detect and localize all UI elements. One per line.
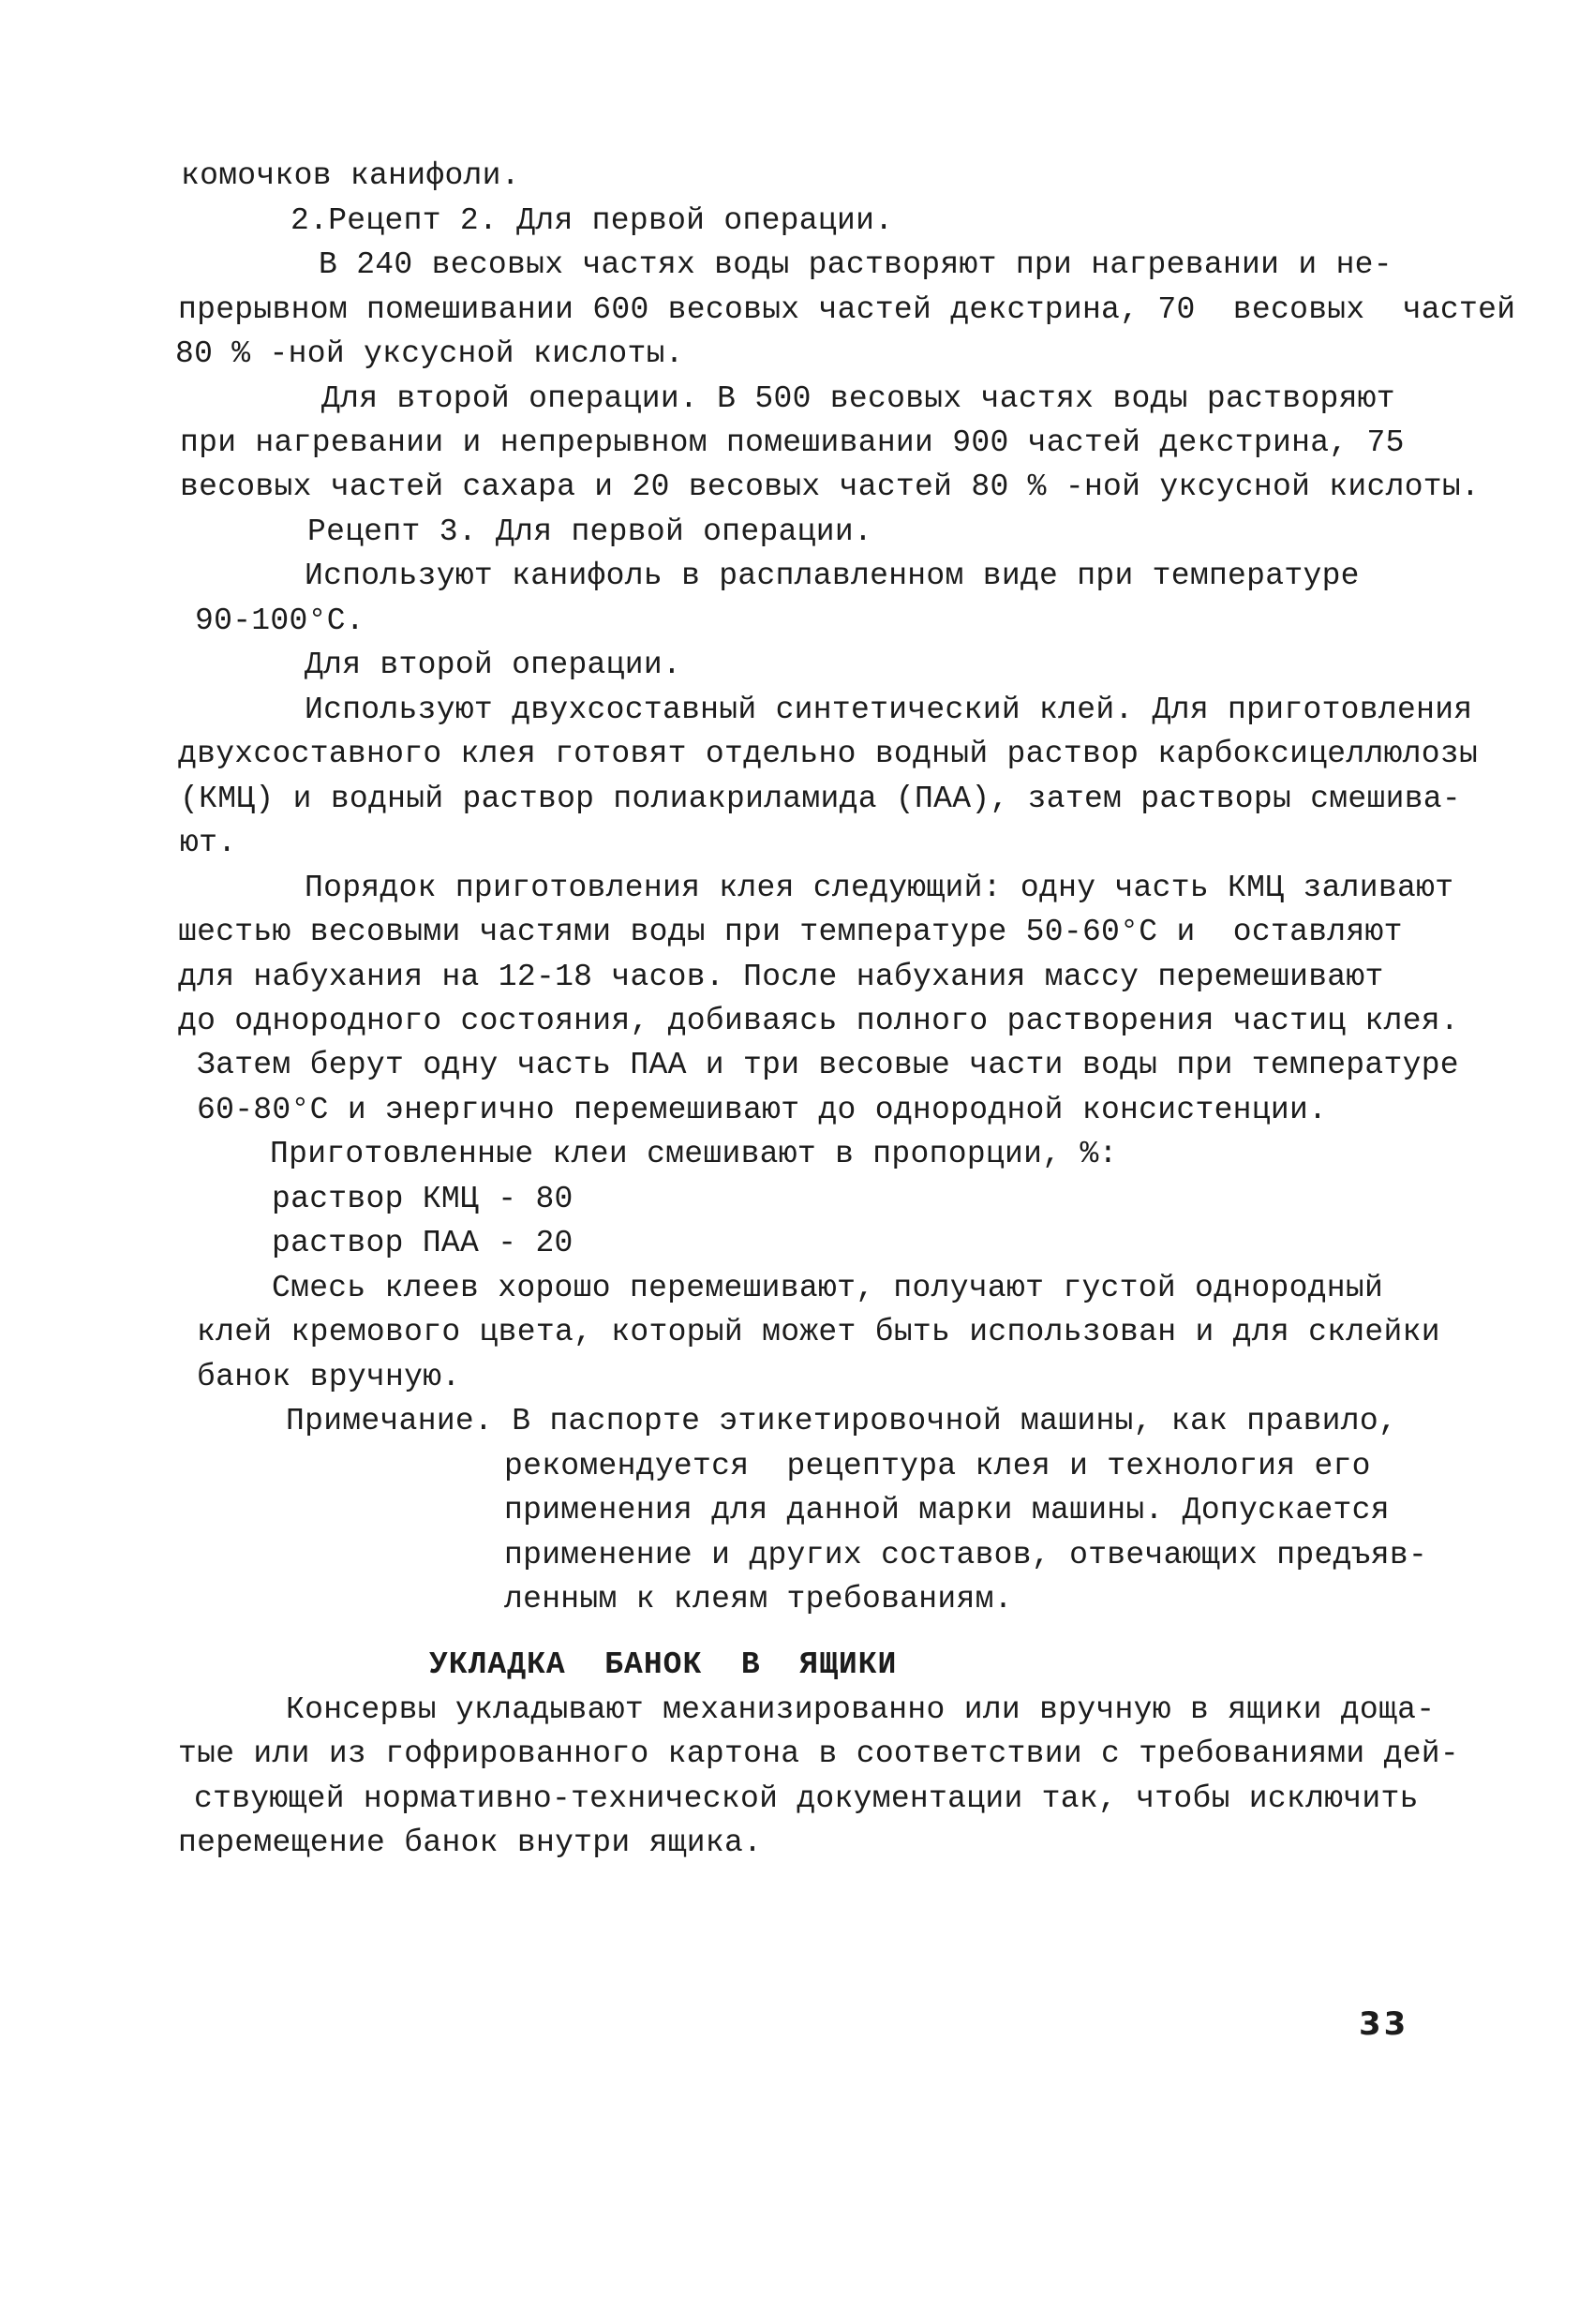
section-heading: УКЛАДКА БАНОК В ЯЩИКИ xyxy=(429,1647,898,1682)
text-line: применение и других составов, отвечающих предъяв- xyxy=(504,1538,1428,1572)
text-line: 60-80°С и энергично перемешивают до однородной консистенции. xyxy=(197,1093,1328,1127)
text-line: Затем берут одну часть ПАА и три весовые части воды при температуре xyxy=(197,1048,1459,1082)
text-line: ленным к клеям требованиям. xyxy=(504,1582,1013,1616)
text-line: Примечание. В паспорте этикетировочной машины, как правило, xyxy=(286,1404,1398,1438)
text-line: двухсоставного клея готовят отдельно водный раствор карбоксицеллюлозы xyxy=(178,737,1479,771)
text-line: применения для данной марки машины. Допускается xyxy=(504,1493,1390,1527)
text-line: банок вручную. xyxy=(197,1360,461,1394)
text-line: шестью весовыми частями воды при температуре 50-60°С и оставляют xyxy=(178,915,1403,949)
text-line: прерывном помешивании 600 весовых частей декстрина, 70 весовых частей xyxy=(178,292,1516,327)
text-line: ют. xyxy=(180,826,237,860)
text-line: Для второй операции. В 500 весовых частях воды растворяют xyxy=(321,381,1395,416)
text-line: комочков канифоли. xyxy=(181,158,520,193)
text-line: Рецепт 3. Для первой операции. xyxy=(307,514,873,549)
text-line: ствующей нормативно-технической документации так, чтобы исключить xyxy=(194,1781,1419,1816)
text-line: Приготовленные клеи смешивают в пропорции, %: xyxy=(270,1137,1118,1171)
text-line: Смесь клеев хорошо перемешивают, получают густой однородный xyxy=(272,1271,1384,1305)
text-line: рекомендуется рецептура клея и технология его xyxy=(504,1449,1371,1483)
text-line: Для второй операции. xyxy=(305,648,682,682)
text-line: раствор КМЦ - 80 xyxy=(272,1182,574,1216)
text-line: В 240 весовых частях воды растворяют при нагревании и не- xyxy=(319,247,1393,282)
text-line: тые или из гофрированного картона в соответствии с требованиями дей- xyxy=(178,1736,1460,1771)
text-line: (КМЦ) и водный раствор полиакриламида (ПАА), затем растворы смешива- xyxy=(180,782,1462,816)
text-line: раствор ПАА - 20 xyxy=(272,1226,574,1260)
text-line: при нагревании и непрерывном помешивании 900 частей декстрина, 75 xyxy=(180,425,1405,460)
text-line: весовых частей сахара и 20 весовых частей 80 % -ной уксусной кислоты. xyxy=(180,469,1481,504)
page-number: 33 xyxy=(1359,2005,1409,2043)
text-line: Порядок приготовления клея следующий: одну часть КМЦ заливают xyxy=(305,871,1454,905)
text-line: Используют канифоль в расплавленном виде при температуре xyxy=(305,559,1360,593)
text-line: перемещение банок внутри ящика. xyxy=(178,1825,763,1860)
text-line: клей кремового цвета, который может быть использован и для склейки xyxy=(197,1315,1440,1349)
text-line: 2.Рецепт 2. Для первой операции. xyxy=(290,203,894,238)
text-line: до однородного состояния, добиваясь полного растворения частиц клея. xyxy=(178,1004,1460,1038)
text-line: Консервы укладывают механизированно или вручную в ящики доща- xyxy=(286,1692,1436,1727)
text-line: 90-100°С. xyxy=(195,603,365,638)
text-line: для набухания на 12-18 часов. После набухания массу перемешивают xyxy=(178,960,1384,994)
text-line: 80 % -ной уксусной кислоты. xyxy=(175,336,684,371)
text-line: Используют двухсоставный синтетический клей. Для приготовления xyxy=(305,693,1473,727)
